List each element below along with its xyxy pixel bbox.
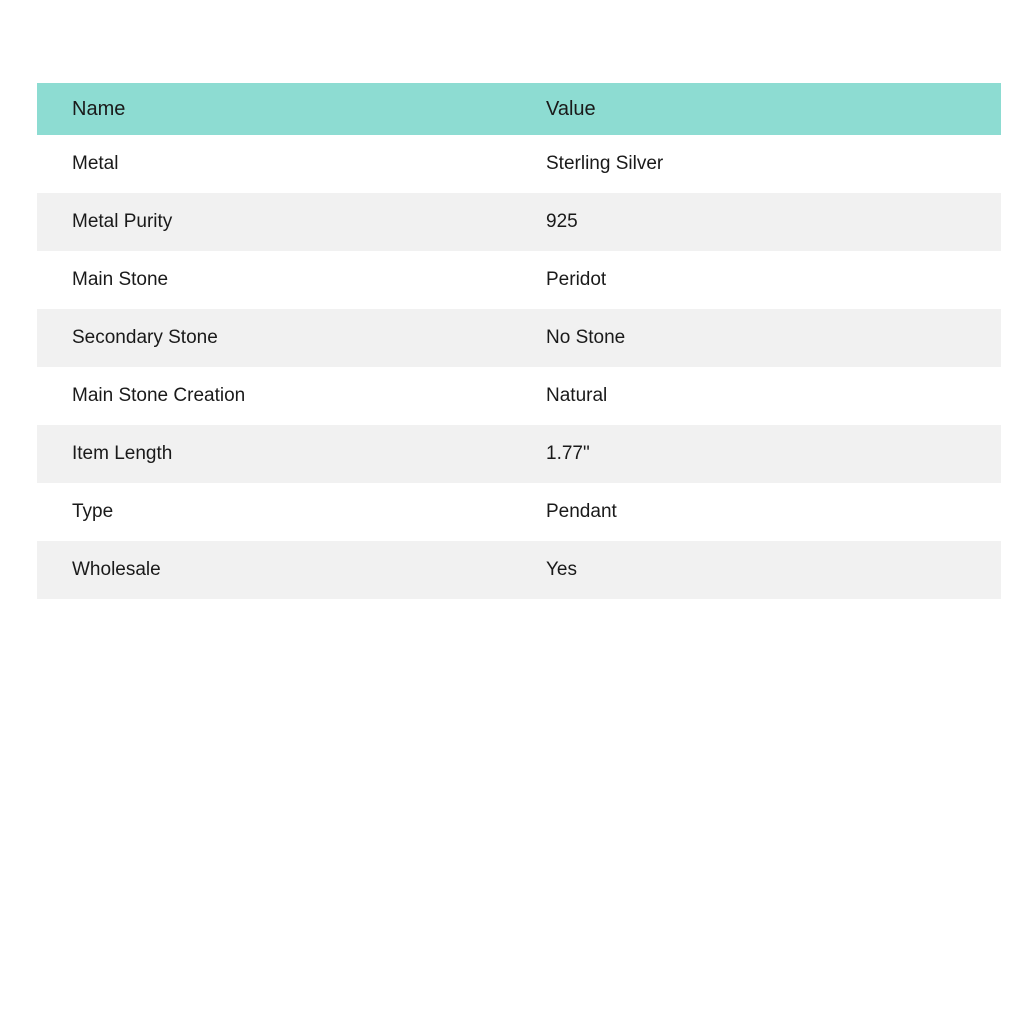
row-name: Secondary Stone [37, 309, 524, 367]
row-value: 925 [524, 193, 1001, 251]
row-name: Item Length [37, 425, 524, 483]
table-header [37, 83, 1001, 135]
row-value: 1.77" [524, 425, 1001, 483]
table-row [37, 309, 1001, 367]
table-row [37, 251, 1001, 309]
row-name: Wholesale [37, 541, 524, 599]
table-body [37, 135, 1001, 599]
row-value: Sterling Silver [524, 135, 1001, 193]
table-row [37, 135, 1001, 193]
row-name: Metal Purity [37, 193, 524, 251]
table-row [37, 367, 1001, 425]
row-value: Pendant [524, 483, 1001, 541]
row-value: Yes [524, 541, 1001, 599]
column-header-value: Value [524, 83, 1001, 135]
specifications-table [37, 83, 1001, 599]
row-name: Main Stone Creation [37, 367, 524, 425]
column-header-name: Name [37, 83, 524, 135]
table-header-row [37, 83, 1001, 135]
table-row [37, 425, 1001, 483]
row-value: Peridot [524, 251, 1001, 309]
table-row [37, 483, 1001, 541]
row-value: Natural [524, 367, 1001, 425]
table-row [37, 193, 1001, 251]
row-name: Main Stone [37, 251, 524, 309]
row-name: Type [37, 483, 524, 541]
row-value: No Stone [524, 309, 1001, 367]
row-name: Metal [37, 135, 524, 193]
table-row [37, 541, 1001, 599]
